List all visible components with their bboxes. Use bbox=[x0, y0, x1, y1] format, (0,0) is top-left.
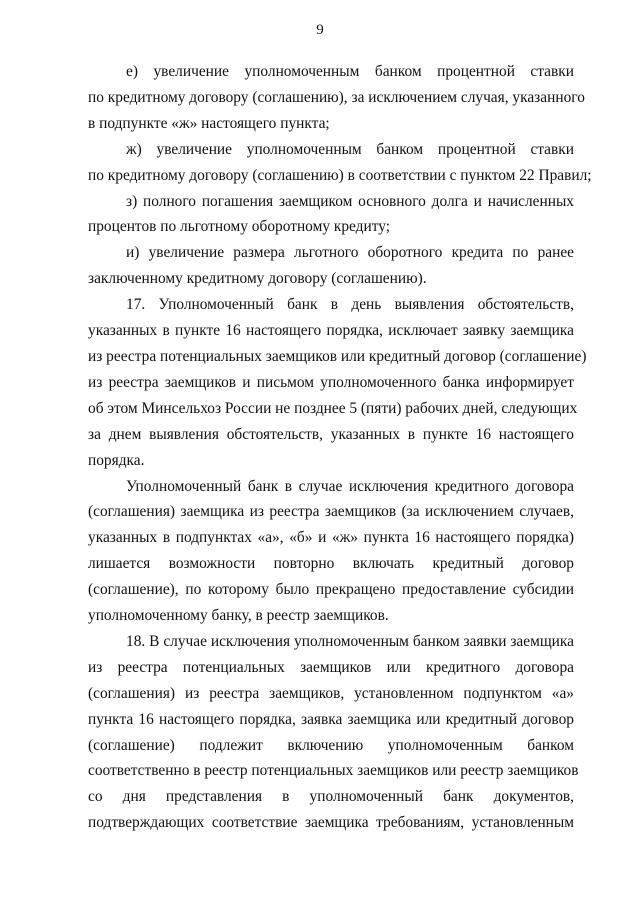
text-line: по кредитному договору (соглашению), за исключением случая, указанного bbox=[88, 88, 585, 106]
paragraph bbox=[88, 137, 592, 189]
text-line: пункта 16 настоящего порядка, заявка заемщика или кредитный договор bbox=[88, 710, 574, 728]
text-line: в подпункте «ж» настоящего пункта; bbox=[88, 114, 330, 132]
text-line: (соглашение) подлежит включению уполномоченным банком bbox=[88, 736, 574, 754]
page-number: 9 bbox=[316, 22, 324, 38]
paragraph bbox=[88, 59, 585, 137]
text-line: подтверждающих соответствие заемщика требованиям, установленным bbox=[88, 814, 574, 832]
paragraph bbox=[88, 240, 574, 292]
text-line: по кредитному договору (соглашению) в соответствии с пунктом 22 Правил; bbox=[88, 166, 592, 184]
text-line: 17. Уполномоченный банк в день выявления обстоятельств, bbox=[126, 296, 574, 314]
text-line: процентов по льготному оборотному кредиту; bbox=[88, 218, 391, 236]
text-line: з) полного погашения заемщиком основного долга и начисленных bbox=[126, 192, 574, 210]
text-line: указанных в пункте 16 настоящего порядка, исключает заявку заемщика bbox=[88, 322, 574, 340]
text-line: указанных в подпунктах «а», «б» и «ж» пункта 16 настоящего порядка) bbox=[88, 529, 574, 547]
paragraph bbox=[88, 629, 579, 836]
text-line: об этом Минсельхоз России не позднее 5 (пяти) рабочих дней, следующих bbox=[88, 399, 578, 417]
document-body bbox=[88, 59, 592, 836]
text-line: из реестра заемщиков и письмом уполномоченного банка информирует bbox=[88, 373, 574, 391]
text-line: Уполномоченный банк в случае исключения кредитного договора bbox=[126, 477, 574, 495]
text-line: и) увеличение размера льготного оборотного кредита по ранее bbox=[126, 244, 574, 262]
text-line: (соглашение), по которому было прекращено предоставление субсидии bbox=[88, 581, 574, 599]
text-line: из реестра потенциальных заемщиков или кредитный договор (соглашение) bbox=[88, 347, 587, 365]
text-line: ж) увеличение уполномоченным банком процентной ставки bbox=[126, 140, 574, 158]
paragraph bbox=[88, 292, 587, 473]
text-line: за днем выявления обстоятельств, указанных в пункте 16 настоящего bbox=[88, 425, 574, 443]
text-line: уполномоченному банку, в реестр заемщиков. bbox=[88, 607, 389, 625]
text-line: е) увеличение уполномоченным банком процентной ставки bbox=[126, 63, 574, 80]
text-line: из реестра потенциальных заемщиков или кредитного договора bbox=[88, 658, 574, 676]
text-line: порядка. bbox=[88, 451, 145, 469]
text-line: соответственно в реестр потенциальных заемщиков или реестр заемщиков bbox=[88, 762, 579, 780]
text-line: лишается возможности повторно включать кредитный договор bbox=[88, 555, 574, 573]
text-line: со дня представления в уполномоченный банк документов, bbox=[88, 788, 574, 806]
text-line: 18. В случае исключения уполномоченным банком заявки заемщика bbox=[126, 632, 574, 650]
text-line: (соглашения) заемщика из реестра заемщиков (за исключением случаев, bbox=[88, 503, 574, 521]
paragraph bbox=[88, 189, 574, 241]
text-line: заключенному кредитному договору (соглашению). bbox=[88, 270, 427, 288]
text-line: (соглашения) из реестра заемщиков, установленном подпунктом «а» bbox=[88, 684, 574, 702]
paragraph bbox=[88, 474, 574, 629]
